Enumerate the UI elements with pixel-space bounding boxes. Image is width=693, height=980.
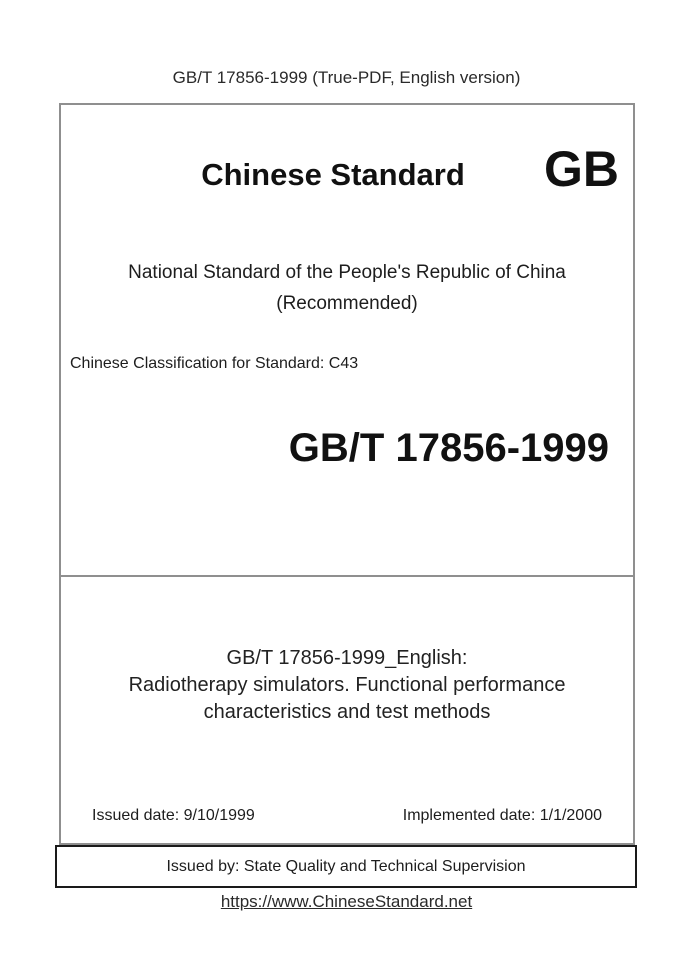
dates-row (61, 805, 633, 827)
classification-line: Chinese Classification for Standard: C43 (70, 355, 359, 372)
document-header-title: GB/T 17856-1999 (True-PDF, English version) (172, 68, 521, 87)
english-title-code-line: GB/T 17856-1999_English: (226, 647, 468, 669)
section-divider (61, 575, 633, 577)
issuer-box (55, 845, 637, 888)
english-title-block (61, 645, 633, 726)
cover-box (59, 103, 635, 845)
brand-title: Chinese Standard (201, 157, 465, 192)
implemented-date: Implemented date: 1/1/2000 (402, 807, 602, 824)
english-title-line-2: Radiotherapy simulators. Functional performance (128, 674, 566, 696)
issued-date: Issued date: 9/10/1999 (92, 807, 255, 824)
recommended-line: (Recommended) (276, 293, 418, 314)
national-standard-line: National Standard of the People's Republic of China (128, 262, 566, 283)
standard-code: GB/T 17856-1999 (288, 426, 609, 470)
issuer-label: Issued by: State Quality and Technical Supervision (166, 857, 526, 875)
footer (0, 892, 693, 912)
national-standard-block (61, 257, 633, 319)
footer-link[interactable]: https://www.ChineseStandard.net (220, 892, 473, 911)
english-title-line-3: characteristics and test methods (203, 701, 491, 723)
gb-logo: GB (544, 141, 619, 197)
